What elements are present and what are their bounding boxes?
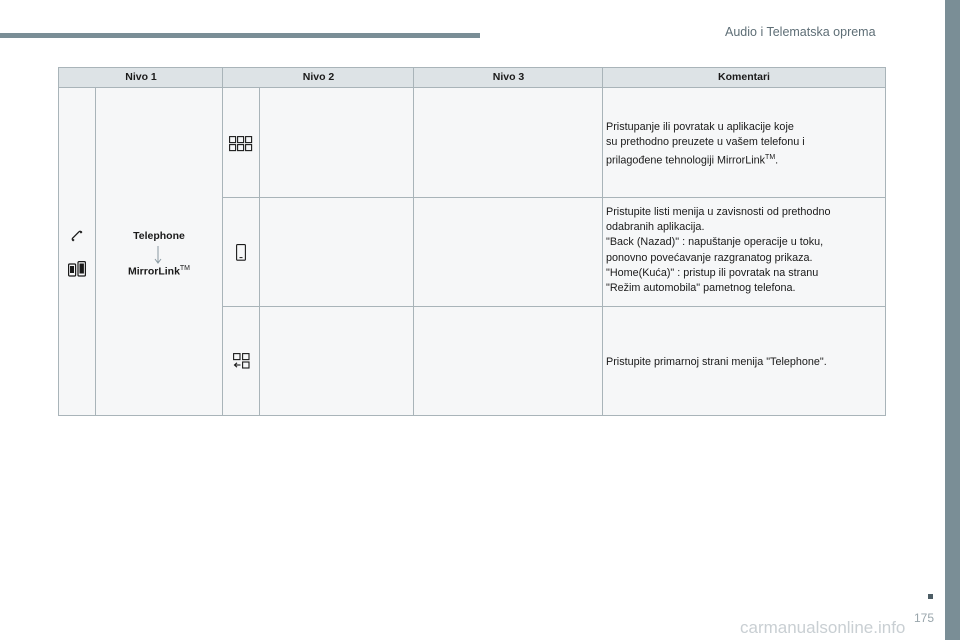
column-header-nivo-1: Nivo 1 <box>125 71 157 83</box>
row-divider <box>223 197 885 198</box>
comment-back-to-menu: Pristupite primarnoj strani menija "Telephone". <box>606 356 827 368</box>
watermark: carmanualsonline.info <box>740 618 906 637</box>
grid-line <box>95 88 96 415</box>
table-header <box>59 68 885 88</box>
side-tab <box>945 0 960 640</box>
page-number: 175 <box>914 611 935 625</box>
column-header-nivo-3: Nivo 3 <box>492 71 525 83</box>
smartphone-icon <box>236 244 246 261</box>
page-marker <box>928 594 933 599</box>
row-divider <box>223 306 885 307</box>
level1-label-mirrorlink: MirrorLink™ <box>127 265 191 278</box>
level1-label-telephone: Telephone <box>133 230 185 242</box>
comment-smartphone: Pristupite listi menija u zavisnosti od prethodno odabranih aplikacija. "Back (Nazad)" : napuštanje operacije u toku, ponovno povećavanje razgranatog prikaza. "Home(Kuća)" : pristup ili povratak na stranu "Režim automobila" pametnog telefona. <box>606 206 831 295</box>
phone-handset-icon <box>71 230 83 242</box>
arrow-down-icon <box>154 246 162 264</box>
section-title: Audio i Telematska oprema <box>725 25 876 39</box>
column-header-nivo-2: Nivo 2 <box>302 71 335 83</box>
grid-line <box>413 68 414 415</box>
grid-line <box>602 68 603 415</box>
mirrorlink-icon <box>68 261 86 277</box>
column-header-komentari: Komentari <box>718 71 770 83</box>
header-bar <box>0 33 480 38</box>
grid-line <box>259 88 260 415</box>
apps-grid-icon <box>229 136 253 152</box>
menu-table <box>58 67 886 416</box>
back-to-menu-icon <box>233 353 251 369</box>
comment-apps: Pristupanje ili povratak u aplikacije koje su prethodno preuzete u vašem telefonu i prilagođene tehnologiji MirrorLink™. <box>606 121 805 167</box>
